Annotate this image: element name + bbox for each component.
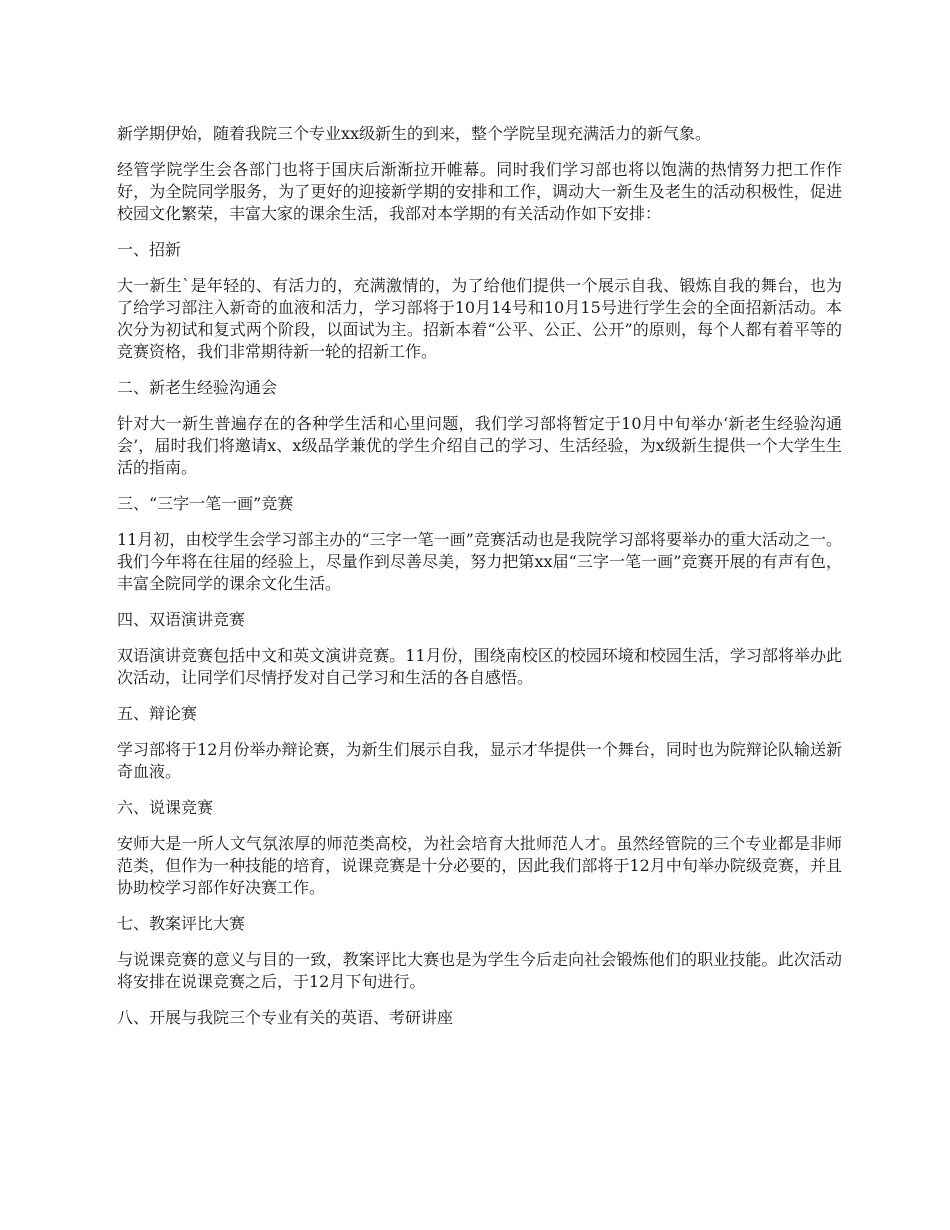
section-heading-recruitment: 一、招新 [117, 240, 182, 259]
overview-paragraph: 经管学院学生会各部门也将于国庆后渐渐拉开帷幕。同时我们学习部也将以饱满的热情努力把工作作好，为全院同学服务，为了更好的迎接新学期的安排和工作，调动大一新生及老生的活动积极性，促进校园文化繁荣，丰富大家的课余生活，我部对本学期的有关活动作如下安排： [117, 160, 842, 223]
section-heading-lectures: 八、开展与我院三个专业有关的英语、考研讲座 [117, 1008, 454, 1027]
section-body-debate: 学习部将于12月份举办辩论赛，为新生们展示自我，显示才华提供一个舞台，同时也为院辩论队输送新奇血液。 [117, 740, 842, 781]
section-body-bilingual-speech: 双语演讲竞赛包括中文和英文演讲竞赛。11月份，围绕南校区的校园环境和校园生活，学习部将举办此次活动，让同学们尽情抒发对自己学习和生活的各自感悟。 [117, 646, 842, 687]
section-heading-experience-meeting: 二、新老生经验沟通会 [117, 378, 278, 397]
intro-paragraph: 新学期伊始，随着我院三个专业xx级新生的到来，整个学院呈现充满活力的新气象。 [117, 124, 712, 143]
section-heading-lesson-plan-contest: 七、教案评比大赛 [117, 914, 246, 933]
document-body [117, 123, 842, 1043]
section-heading-debate: 五、辩论赛 [117, 704, 198, 723]
section-heading-bilingual-speech: 四、双语演讲竞赛 [117, 610, 246, 629]
section-body-lesson-plan-contest: 与说课竞赛的意义与目的一致，教案评比大赛也是为学生今后走向社会锻炼他们的职业技能。此次活动将安排在说课竞赛之后，于12月下旬进行。 [117, 950, 842, 991]
section-body-lecture-contest: 安师大是一所人文气氛浓厚的师范类高校，为社会培育大批师范人才。虽然经管院的三个专业都是非师范类，但作为一种技能的培育，说课竞赛是十分必要的，因此我们部将于12月中旬举办院级竞赛，并且协助校学习部作好决赛工作。 [117, 834, 842, 897]
section-body-recruitment: 大一新生`是年轻的、有活力的，充满激情的，为了给他们提供一个展示自我、锻炼自我的舞台，也为了给学习部注入新奇的血液和活力，学习部将于10月14号和10月15号进行学生会的全面招新活动。本次分为初试和复式两个阶段，以面试为主。招新本着“公平、公正、公开”的原则，每个人都有着平等的竞赛资格，我们非常期待新一轮的招新工作。 [117, 276, 842, 361]
section-heading-lecture-contest: 六、说课竞赛 [117, 798, 214, 817]
section-heading-calligraphy-contest: 三、“三字一笔一画”竞赛 [117, 494, 294, 513]
section-body-calligraphy-contest: 11月初，由校学生会学习部主办的“三字一笔一画”竞赛活动也是我院学习部将要举办的重大活动之一。我们今年将在往届的经验上，尽量作到尽善尽美，努力把第xx届“三字一笔一画”竞赛开展的有声有色，丰富全院同学的课余文化生活。 [117, 530, 842, 593]
section-body-experience-meeting: 针对大一新生普遍存在的各种学生活和心里问题，我们学习部将暂定于10月中旬举办‘新老生经验沟通会’，届时我们将邀请x、x级品学兼优的学生介绍自己的学习、生活经验，为x级新生提供一个大学生生活的指南。 [117, 414, 842, 477]
